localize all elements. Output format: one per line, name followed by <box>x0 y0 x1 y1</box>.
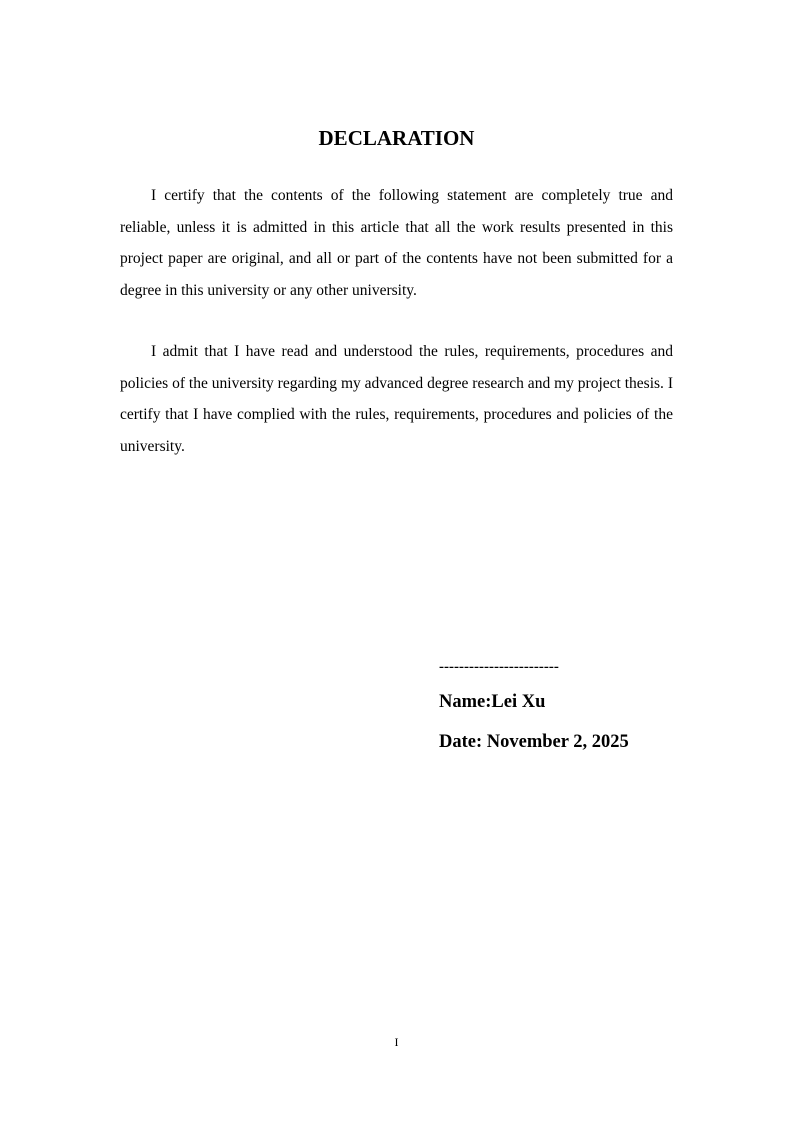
signature-line: ------------------------ <box>439 659 559 675</box>
page-number: I <box>394 1035 399 1049</box>
page-title: DECLARATION <box>318 126 475 150</box>
signature-date: Date: November 2, 2025 <box>439 732 629 752</box>
signature-block <box>439 652 739 762</box>
declaration-paragraph-1: I certify that the contents of the following statement are completely true and reliable, unless it is admitted in this article that all the work results presented in this project paper are original, and all or part of the contents have not been submitted for a degree in this university or any other university. <box>120 187 673 299</box>
signer-name: Name:Lei Xu <box>439 692 546 712</box>
declaration-paragraph-2: I admit that I have read and understood the rules, requirements, procedures and policies of the university regarding my advanced degree research and my project thesis. I certify that I have complied with the rules, requirements, procedures and policies of the university. <box>120 343 673 455</box>
